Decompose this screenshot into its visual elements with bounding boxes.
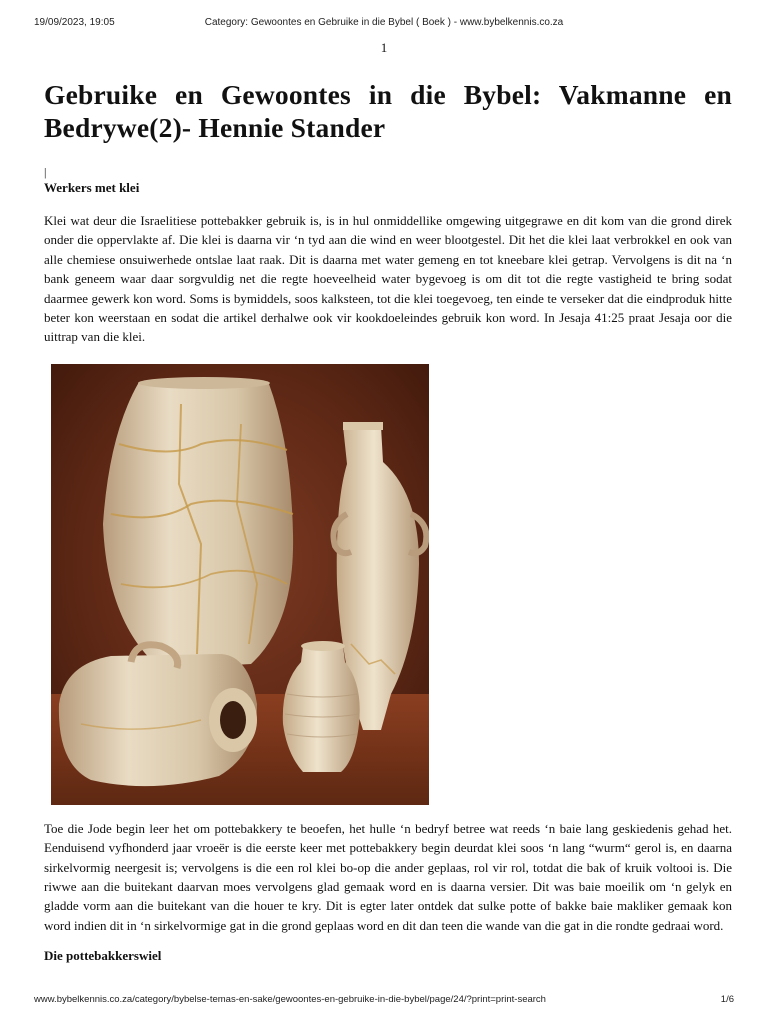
section-heading-pottebakkerswiel: Die pottebakkerswiel [44, 948, 162, 964]
print-page-title: Category: Gewoontes en Gebruike in die Bybel ( Boek ) - www.bybelkennis.co.za [204, 17, 564, 28]
paragraph-clay: Klei wat deur die Israelitiese pottebakker gebruik is, is in hul onmiddellike omgewing uitgegrawe en dit kom van die grond direk onder die oppervlakte af. Die klei is daarna vir ‘n tyd aan die wind en weer blootgestel. Dit het die klei laat verbrokkel en ook van alle chemiese onsuiwerhede ontslae laat raak. Dit is daarna met water gemeng en tot kneebare klei getrap. Vervolgens is dit na ‘n bank geneem waar daar sorgvuldig net die regte hoeveelheid water bygevoeg is om dit tot die regte vastigheid te bring sodat daarmee gewerk kon word. Soms is bymiddels, soos kalksteen, tot die klei toegevoeg, ten einde te verseker dat die eindproduk hitte beter kon weerstaan en sodat die artikel derhalwe ook vir kookdoeleindes gebruik kon word. In Jesaja 41:25 praat Jesaja oor die uittrap van die klei. [44, 213, 732, 345]
separator-bar: | [44, 165, 47, 179]
print-datetime: 19/09/2023, 19:05 [34, 17, 115, 28]
article-title: Gebruike en Gewoontes in die Bybel: Vakmanne en Bedrywe(2)- Hennie Stander [44, 79, 732, 143]
page-number: 1 [380, 40, 388, 55]
section-heading-werkers-met-klei: Werkers met klei [44, 180, 140, 195]
print-page-count: 1/6 [720, 994, 734, 1005]
tipped-jar [59, 645, 257, 786]
large-jar [103, 377, 293, 669]
paragraph-pottery-history: Toe die Jode begin leer het om pottebakkery te beoefen, het hulle ‘n bedryf betree wat reeds ‘n baie lang geskiedenis gehad het. Eenduisend vyfhonderd jaar vroeër is die eerste keer met pottebakkery begin deurdat klei soos ‘n lang “wurm“ gerol is, en daarna sirkelvormig neergesit is; vervolgens is die een rol klei bo-op die ander geplaas, rol vir rol, totdat die bak of kruik voltooi is. Die riwwe aan die buitekant daarvan moes vervolgens glad gemaak word en is daarna versier. Dit was baie moeilik om ‘n gelyk en gladde vorm aan die buitekant van die houer te kry. Dit is egter later ontdek dat sulke potte of bakke baie makliker gemaak kon word indien dit in ‘n sirkelvormige gat in die grond geplaas word en dit dan teen die wande van die gat in die rondte gedraai word. [44, 820, 732, 933]
pottery-photo [51, 364, 429, 805]
article [44, 78, 732, 964]
print-url: www.bybelkennis.co.za/category/bybelse-temas-en-sake/gewoontes-en-gebruike-in-die-bybel/page/24/?print=print-search [34, 994, 546, 1005]
